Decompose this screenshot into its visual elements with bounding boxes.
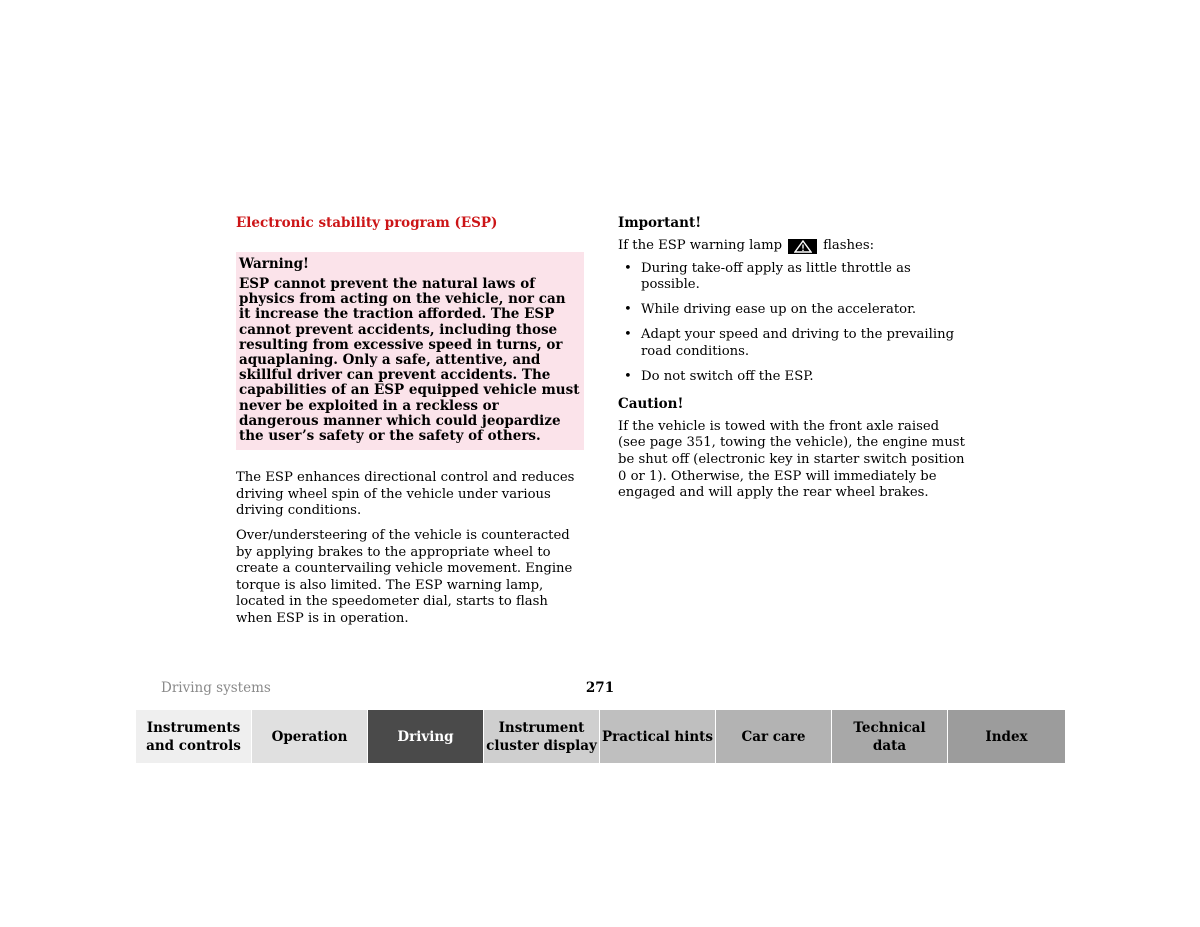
right-column (618, 213, 968, 502)
warning-text: ESP cannot prevent the natural laws of physics from acting on the vehicle, nor can it increase the traction afforded. The ESP cannot prevent accidents, including those resulting from excessive speed in turns, or aquaplaning. Only a safe, attentive, and skillful driver can prevent accidents. The capabilities of an ESP equipped vehicle must never be exploited in a reckless or dangerous manner which could jeopardize the user’s safety or the safety of others. (239, 276, 580, 445)
tab-instruments-and-controls[interactable] (136, 710, 252, 763)
list-item-text: While driving ease up on the accelerator. (641, 302, 917, 318)
tab-label: Index (985, 728, 1028, 745)
tab-label-line2: and controls (146, 737, 241, 754)
list-item: • While driving ease up on the accelerator. (624, 302, 917, 318)
tab-label-line2: cluster display (486, 737, 597, 754)
warning-box (236, 252, 584, 450)
tab-practical-hints[interactable] (600, 710, 716, 763)
caution-heading: Caution! (618, 395, 684, 412)
list-item-text: During take-off apply as little throttle as possible. (641, 260, 911, 293)
tab-label: Practical hints (602, 728, 713, 745)
tab-label-line1: Technical (853, 719, 926, 736)
paragraph-2: Over/understeering of the vehicle is counteracted by applying brakes to the appropriate wheel to create a countervailing vehicle movement. Engine torque is also limited. The ESP warning lamp, located in the speedometer dial, starts to flash when ESP is in operation. (236, 528, 573, 626)
lamp-line (618, 238, 968, 255)
tab-index[interactable] (948, 710, 1065, 763)
tab-operation[interactable] (252, 710, 368, 763)
lamp-text-after: flashes: (823, 238, 875, 253)
tab-label-line2: data (872, 737, 907, 754)
list-item: • Adapt your speed and driving to the prevailing road conditions. (624, 327, 955, 359)
list-item-text: Do not switch off the ESP. (641, 368, 814, 384)
tab-label: Operation (271, 728, 348, 745)
tab-label-line1: Instrument (498, 719, 585, 736)
section-heading: Electronic stability program (ESP) (236, 215, 498, 231)
important-heading: Important! (618, 215, 702, 231)
list-item-text: Adapt your speed and driving to the prevailing road conditions. (641, 327, 955, 359)
left-column (236, 213, 584, 628)
footer-section-title: Driving systems (161, 680, 271, 696)
paragraph-1: The ESP enhances directional control and reduces driving wheel spin of the vehicle under various driving conditions. (236, 470, 575, 519)
tab-label-line1: Instruments (146, 719, 241, 736)
list-item: • Do not switch off the ESP. (624, 368, 814, 384)
tab-label: Driving (397, 728, 454, 745)
chapter-tabs (136, 710, 1065, 763)
page-number: 271 (585, 680, 615, 696)
warning-title: Warning! (239, 256, 309, 272)
caution-text: If the vehicle is towed with the front axle raised (see page 351, towing the vehicle), the engine must be shut off (electronic key in starter switch position 0 or 1). Otherwise, the ESP will immediately be engaged and will apply the rear wheel brakes. (618, 418, 965, 501)
tab-technical-data[interactable] (832, 710, 948, 763)
list-item: • During take-off apply as little throttle as possible. (624, 260, 911, 293)
tab-driving[interactable] (368, 710, 484, 763)
tab-label: Car care (741, 728, 806, 745)
warning-triangle-icon (788, 239, 817, 254)
bullet-list (618, 261, 968, 386)
tab-car-care[interactable] (716, 710, 832, 763)
tab-instrument-cluster-display[interactable] (484, 710, 600, 763)
lamp-text-before: If the ESP warning lamp (618, 238, 783, 253)
